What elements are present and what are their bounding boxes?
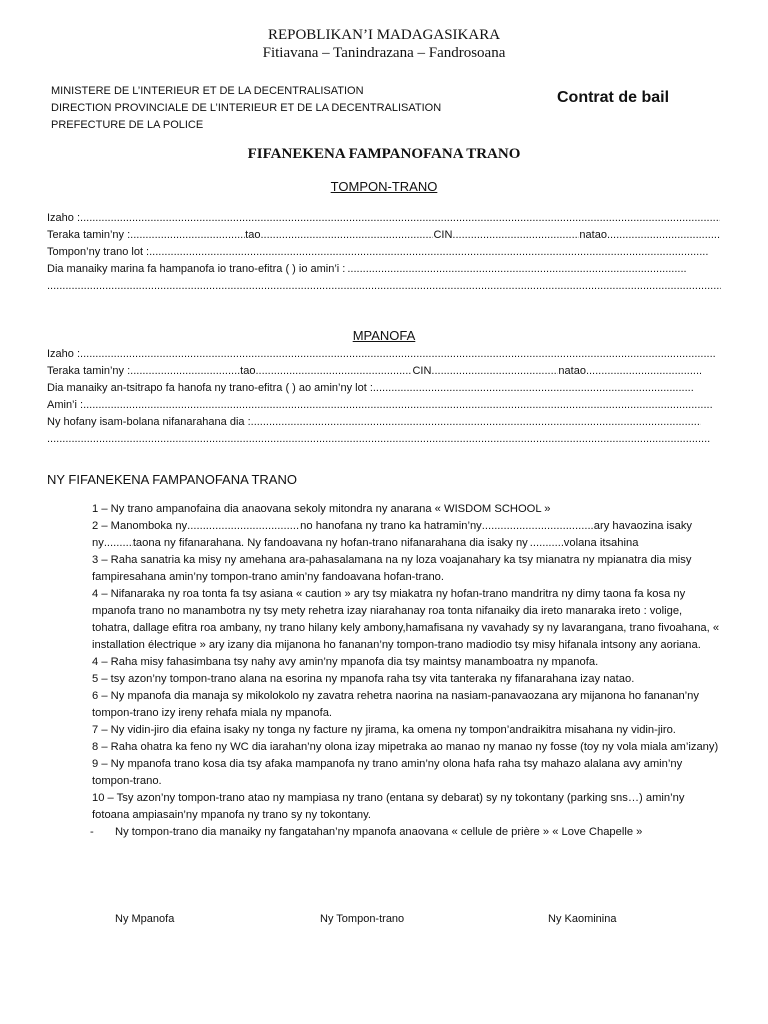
tenant-birthplace-field[interactable] [255,363,412,380]
tenant-name-row [47,346,721,363]
owner-extra-field[interactable] [47,278,721,295]
clause-2-end-field[interactable] [482,518,594,535]
tenant-extra-row [47,431,721,448]
direction-line: DIRECTION PROVINCIALE DE L’INTERIEUR ET DE LA DECENTRALISATION [51,102,442,114]
clause-7: 7 – Ny vidin-jiro dia efaina isaky ny tonga ny facture ny jirama, ka omena ny tompon’andraikitra misahana ny vidin-jiro. [92,724,676,736]
owner-name-label: Izaho : [47,212,81,224]
owner-lot-label: Tompon’ny trano lot : [47,246,150,258]
tenant-rent-field[interactable] [251,414,701,431]
clauses-heading: NY FIFANEKENA FAMPANOFANA TRANO [47,472,297,487]
clause-2 [47,518,721,552]
clause-bullet [47,824,721,841]
clause-6: 6 – Ny mpanofa dia manaja sy mikolokolo ny zavatra rehetra naorina na nasiam-panavaozana ary mijanona ho fananan’ny tompon-trano izy ireny rehafa miala ny mpanofa. [92,690,699,719]
tenant-rent-row [47,414,721,431]
clause-2-years-field[interactable] [104,535,133,552]
tenant-issued-label: natao [558,365,586,377]
tenant-birthdate-field[interactable] [130,363,240,380]
clause-9: 9 – Ny mpanofa trano kosa dia tsy afaka mampanofa ny trano amin’ny olona hafa raha tsy mahazo alalana avy amin’ny tompon-trano. [92,758,683,787]
clause-1: 1 – Ny trano ampanofaina dia anaovana sekoly mitondra ny anarana « WISDOM SCHOOL » [92,503,551,515]
owner-issued-label: natao [579,229,607,241]
clause-2-renew: ary havaozina isaky [593,520,693,532]
owner-tenant-name-field[interactable] [347,261,687,278]
contract-title: Contrat de bail [557,89,670,106]
owner-lot-field[interactable] [149,244,709,261]
clause-2-middle: no hanofana ny trano ka hatramin’ny [300,520,482,532]
document-header [0,26,768,63]
ministry-block [51,83,441,134]
tenant-cin-field[interactable] [431,363,558,380]
owner-cin-label: CIN [433,229,453,241]
bullet-dash: - [90,826,94,838]
owner-form [47,210,721,295]
tenant-extra-field[interactable] [47,431,711,448]
ministry-line: MINISTERE DE L’INTERIEUR ET DE LA DECENTRALISATION [51,85,364,97]
signature-tenant: Ny Mpanofa [115,913,175,925]
signature-mayor: Ny Kaominina [548,913,617,925]
tenant-amini-row [47,397,721,414]
clause-2-ny: ny [92,537,104,549]
owner-cin-field[interactable] [452,227,579,244]
national-motto: Fitiavana – Tanindrazana – Fandrosoana [262,45,506,61]
clause-2-start: 2 – Manomboka ny [92,520,188,532]
clause-3: 3 – Raha sanatria ka misy ny amehana ara-pahasalamana na ny loza voajanahary ka tsy mianatra ny mpianatra dia misy fampiresahana amin’ny tompon-trano amin’ny fandoavana hofan-trano. [92,554,692,583]
owner-birthdate-label: Teraka tamin’ny : [47,229,131,241]
owner-lot-row [47,244,721,261]
owner-birthplace-field[interactable] [260,227,433,244]
tenant-agree-label: Dia manaiky an-tsitrapo fa hanofa ny trano-efitra ( ) ao amin’ny lot : [47,382,373,394]
tenant-issued-field[interactable] [586,363,701,380]
owner-name-row [47,210,721,227]
clause-2-tail: volana itsahina [563,537,639,549]
owner-birthdate-field[interactable] [130,227,245,244]
owner-birthplace-label: tao [245,229,261,241]
tenant-agree-row [47,380,721,397]
tenant-birthdate-label: Teraka tamin’ny : [47,365,131,377]
prefecture-line: PREFECTURE DE LA POLICE [51,119,204,131]
document-title: FIFANEKENA FAMPANOFANA TRANO [247,146,521,162]
owner-birth-row [47,227,721,244]
clause-4b: 4 – Raha misy fahasimbana tsy nahy avy amin’ny mpanofa dia tsy maintsy manamboatra ny mpanofa. [92,656,599,668]
tenant-form [47,346,721,448]
clause-2-months-field[interactable] [530,535,564,552]
tenant-birthplace-label: tao [240,365,256,377]
tenant-section-heading: MPANOFA [352,328,416,343]
clause-2-payment: taona ny fifanarahana. Ny fandoavana ny hofan-trano nifanarahana dia isaky ny [132,537,528,549]
owner-issued-field[interactable] [607,227,721,244]
republic-name: REPOBLIKAN’I MADAGASIKARA [267,27,501,43]
clause-8: 8 – Raha ohatra ka feno ny WC dia iarahan’ny olona izay mipetraka ao manao ny manao ny fosse (toy ny vola miala am’izany) [92,741,719,753]
clause-10: 10 – Tsy azon’ny tompon-trano atao ny mampiasa ny trano (entana sy debarat) sy ny tokontany (parking sns…) amin’ny fotoana ampiasain’ny mpanofa ny trano sy ny tokontany. [92,792,685,821]
tenant-name-label: Izaho : [47,348,81,360]
tenant-lot-field[interactable] [373,380,693,397]
bullet-text: Ny tompon-trano dia manaiky ny fangatahan’ny mpanofa anaovana « cellule de prière » « Love Chapelle » [115,826,643,838]
signature-owner: Ny Tompon-trano [320,913,405,925]
owner-agree-label: Dia manaiky marina fa hampanofa io trano-efitra ( ) io amin’i : [47,263,346,275]
tenant-birth-row [47,363,721,380]
clause-4: 4 – Nifanaraka ny roa tonta fa tsy asiana « caution » ary tsy miakatra ny hofan-trano mandritra ny dimy taona fa kosa ny mpanofa trano no manambotra ny tsy mety rehetra izay niarahanay roa tonta nifanaiky dia ireto manaraka ireto : volige, tohatra, dallage efitra roa ambany, ny trano hilany kely ambony,hamafisana ny vavahady sy ny lavarangana, trano fivoahana, « installation électrique » ary izany dia mijanona ho fananan’ny tompon-trano madiodio tsy misy hifanala intsony any aoriana. [92,588,720,651]
clause-2-start-field[interactable] [187,518,300,535]
owner-name-field[interactable] [80,210,720,227]
clause-5: 5 – tsy azon’ny tompon-trano alana na esorina ny mpanofa raha tsy vita tanteraka ny fifanarahana izay natao. [92,673,635,685]
tenant-cin-label: CIN [412,365,432,377]
owner-extra-row [47,278,721,295]
tenant-name-field[interactable] [80,346,716,363]
tenant-rent-label: Ny hofany isam-bolana nifanarahana dia : [47,416,251,428]
owner-section-heading: TOMPON-TRANO [330,179,438,194]
tenant-amini-label: Amin’i : [47,399,84,411]
tenant-amini-field[interactable] [83,397,713,414]
owner-agree-row [47,261,721,278]
clauses-body [47,501,721,841]
